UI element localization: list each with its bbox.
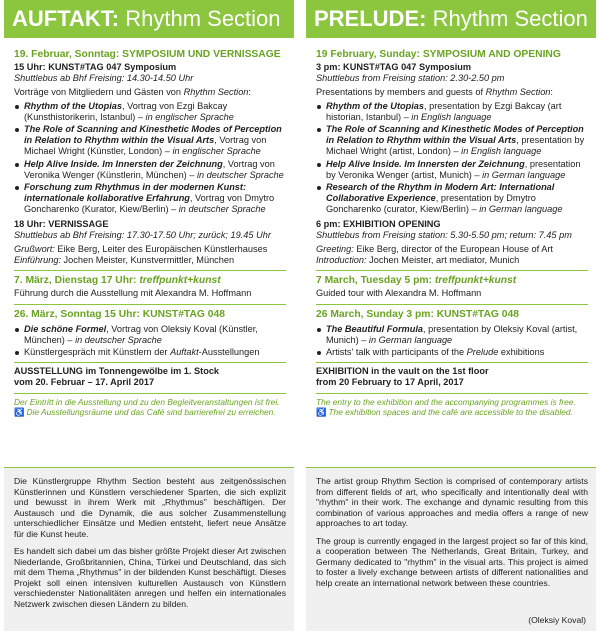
- opening-time: 18 Uhr: VERNISSAGE: [14, 218, 109, 229]
- list-item: Rhythm of the Utopias, Vortrag von Ezgi Bakcay (Kunsthistorikerin, Istanbul) – in englischer Sprache: [14, 101, 286, 123]
- german-column: [4, 0, 294, 417]
- list-item: Forschung zum Rhythmus in der modernen Kunst: internationale kollaborative Erfahrung, Vortrag von Dmytro Goncharenko (Kurator, Kiew/Berlin) – in deutscher Sprache: [14, 182, 286, 216]
- list-item: Help Alive Inside. Im Innersten der Zeichnung, presentation by Veronika Wenger (artist, Munich) – in German language: [316, 159, 588, 181]
- footnote-accessibility: ♿ The exhibition spaces and the café are accessible to the disabled.: [316, 406, 573, 417]
- divider: [14, 270, 286, 271]
- german-program: [4, 38, 294, 417]
- divider: [316, 362, 588, 363]
- english-program: [306, 38, 596, 417]
- event1-intro: Vorträge von Mitgliedern und Gästen von Rhythm Section:: [14, 87, 251, 98]
- header-title-bold: PRELUDE:: [314, 6, 427, 31]
- header-title-rest: Rhythm Section: [426, 6, 588, 31]
- event1-time: 15 Uhr: KUNST#TAG 047 Symposium: [14, 62, 177, 72]
- event1-shuttle: Shuttlebus from Freising station: 2.30-2.50 pm: [316, 73, 505, 84]
- event1-heading: 19 February, Sunday: SYMPOSIUM AND OPENING: [316, 49, 561, 60]
- exhibition-line-1: AUSSTELLUNG im Tonnengewölbe im 1. Stock: [14, 366, 220, 377]
- list-item: Künstlergespräch mit Künstlern der Auftakt-Ausstellungen: [14, 347, 286, 358]
- opening-shuttle: Shuttlebus from Freising station: 5.30-5.50 pm; return: 7.45 pm: [316, 229, 572, 240]
- divider: [316, 304, 588, 305]
- footnote-free-entry: Der Eintritt in die Ausstellung und zu den Begleitveranstaltungen ist frei.: [14, 396, 280, 407]
- event3-list: [14, 324, 286, 359]
- exhibition-line-1: EXHIBITION in the vault on the 1st floor: [316, 366, 489, 377]
- greeting: Greeting: Eike Berg, director of the European House of Art: [316, 244, 553, 255]
- opening-shuttle: Shuttlebus ab Bhf Freising: 17.30-17.50 Uhr; zurück; 19.45 Uhr: [14, 229, 271, 240]
- talk-list: [316, 101, 588, 216]
- introduction: Introduction: Jochen Meister, art mediator, Munich: [316, 255, 520, 266]
- exhibition-line-2: from 20 February to 17 April, 2017: [316, 377, 464, 388]
- divider: [14, 362, 286, 363]
- event2-heading: 7 March, Tuesday 5 pm: treffpunkt+kunst: [316, 275, 517, 287]
- event3-list: [316, 324, 588, 359]
- english-column: [306, 0, 596, 417]
- footnote-accessibility: ♿ Die Ausstellungsräume und das Café sind barrierefrei zu erreichen.: [14, 406, 276, 417]
- event2-text: Führung durch die Ausstellung mit Alexandra M. Hoffmann: [14, 288, 252, 299]
- header-title-bold: AUFTAKT:: [12, 6, 120, 31]
- event1-heading: 19. Februar, Sonntag: SYMPOSIUM UND VERNISSAGE: [14, 49, 281, 60]
- list-item: Die schöne Formel, Vortrag von Oleksiy Koval (Künstler, München) – in deutscher Sprache: [14, 324, 286, 346]
- german-description-box: [4, 467, 294, 631]
- list-item: Help Alive Inside. Im Innersten der Zeichnung, Vortrag von Veronika Wenger (Künstlerin, München) – in deutscher Sprache: [14, 159, 286, 181]
- list-item: The Role of Scanning and Kinesthetic Modes of Perception in Relation to Rhythm within the Visual Arts, Vortrag von Michael Wright (Künstler, London) – in englischer Sprache: [14, 124, 286, 158]
- introduction: Einführung: Jochen Meister, Kunstvermittler, München: [14, 255, 235, 266]
- exhibition-line-2: vom 20. Februar – 17. April 2017: [14, 377, 155, 388]
- event2-text: Guided tour with Alexandra M. Hoffmann: [316, 288, 482, 299]
- event3-heading: 26. März, Sonntag 15 Uhr: KUNST#TAG 048: [14, 308, 225, 320]
- german-description-paragraph: Die Künstlergruppe Rhythm Section besteht aus zeitgenössischen Künstlerinnen und Künstlern verschiedener Sparten, die sich explizit und bewusst in ihrem Werk mit „Rhythmus" beschäftigen. Der Austausch und die Dynamik, die aus solcher Zusammenstellung unterschiedlicher Einsätze und Medien entsteht, liefert neue Ansätze für die Kunst heute.: [14, 476, 286, 539]
- english-description-box: [306, 467, 596, 631]
- greeting: Grußwort: Eike Berg, Leiter des Europäischen Künstlerhauses: [14, 244, 268, 255]
- list-item: Research of the Rhythm in Modern Art: International Collaborative Experience, presentation by Dmytro Goncharenko (curator, Kiew/Berlin) – in German language: [316, 182, 588, 216]
- divider: [14, 393, 286, 394]
- author-credit: (Oleksiy Koval): [528, 614, 586, 625]
- list-item: Artists' talk with participants of the Prelude exhibitions: [316, 347, 588, 358]
- footnote-free-entry: The entry to the exhibition and the accompanying programmes is free.: [316, 396, 576, 407]
- english-description-paragraph: The group is currently engaged in the largest project so far of this kind, a cooperation between The Netherlands, Great Britain, Turkey, and Germany dedicated to "rhythm" in the visual arts. This project is aimed to foster a lively exchange between artists of different nationalities and help create an international network between these countries.: [316, 535, 588, 588]
- divider: [316, 270, 588, 271]
- list-item: The Role of Scanning and Kinesthetic Modes of Perception in Relation to Rhythm within the Visual Arts, presentation by Michael Wright (artist, London) – in English language: [316, 124, 588, 158]
- english-description-paragraph: The artist group Rhythm Section is comprised of contemporary artists from different fields of art, who specifically and intentionally deal with "rhythm" in their work. The exchange and dynamic resulting from this combination of various approaches and media offers a range of new approaches to art today.: [316, 476, 588, 528]
- divider: [14, 304, 286, 305]
- german-description-paragraph: Es handelt sich dabei um das bisher größte Projekt dieser Art zwischen Niederlande, Großbritannien, China, Türkei und Deutschland, das sich mit dem Thema „Rhythmus" in der bildenden Kunst beschäftigt. Dieses Projekt soll einen intensiven kulturellen Austausch von Künstlern verschiedenster Nationalitäten anregen und helfen ein internationales Netzwerk zwischen diesen Ländern zu bilden.: [14, 546, 286, 609]
- header-title-rest: Rhythm Section: [119, 6, 281, 31]
- divider: [316, 393, 588, 394]
- wheelchair-icon: ♿: [14, 406, 25, 417]
- wheelchair-icon: ♿: [316, 406, 327, 417]
- list-item: The Beautiful Formula, presentation by Oleksiy Koval (artist, Munich) – in German language: [316, 324, 588, 346]
- english-header: [306, 0, 596, 38]
- event1-shuttle: Shuttlebus ab Bhf Freising: 14.30-14.50 Uhr: [14, 73, 194, 84]
- event1-intro: Presentations by members and guests of Rhythm Section:: [316, 87, 553, 98]
- opening-time: 6 pm: EXHIBITION OPENING: [316, 218, 441, 229]
- german-header: [4, 0, 294, 38]
- list-item: Rhythm of the Utopias, presentation by Ezgi Bakcay (art historian, Istanbul) – in English language: [316, 101, 588, 123]
- event2-heading: 7. März, Dienstag 17 Uhr: treffpunkt+kunst: [14, 275, 221, 287]
- talk-list: [14, 101, 286, 216]
- event1-time: 3 pm: KUNST#TAG 047 Symposium: [316, 62, 472, 72]
- event3-heading: 26 March, Sunday 3 pm: KUNST#TAG 048: [316, 308, 519, 320]
